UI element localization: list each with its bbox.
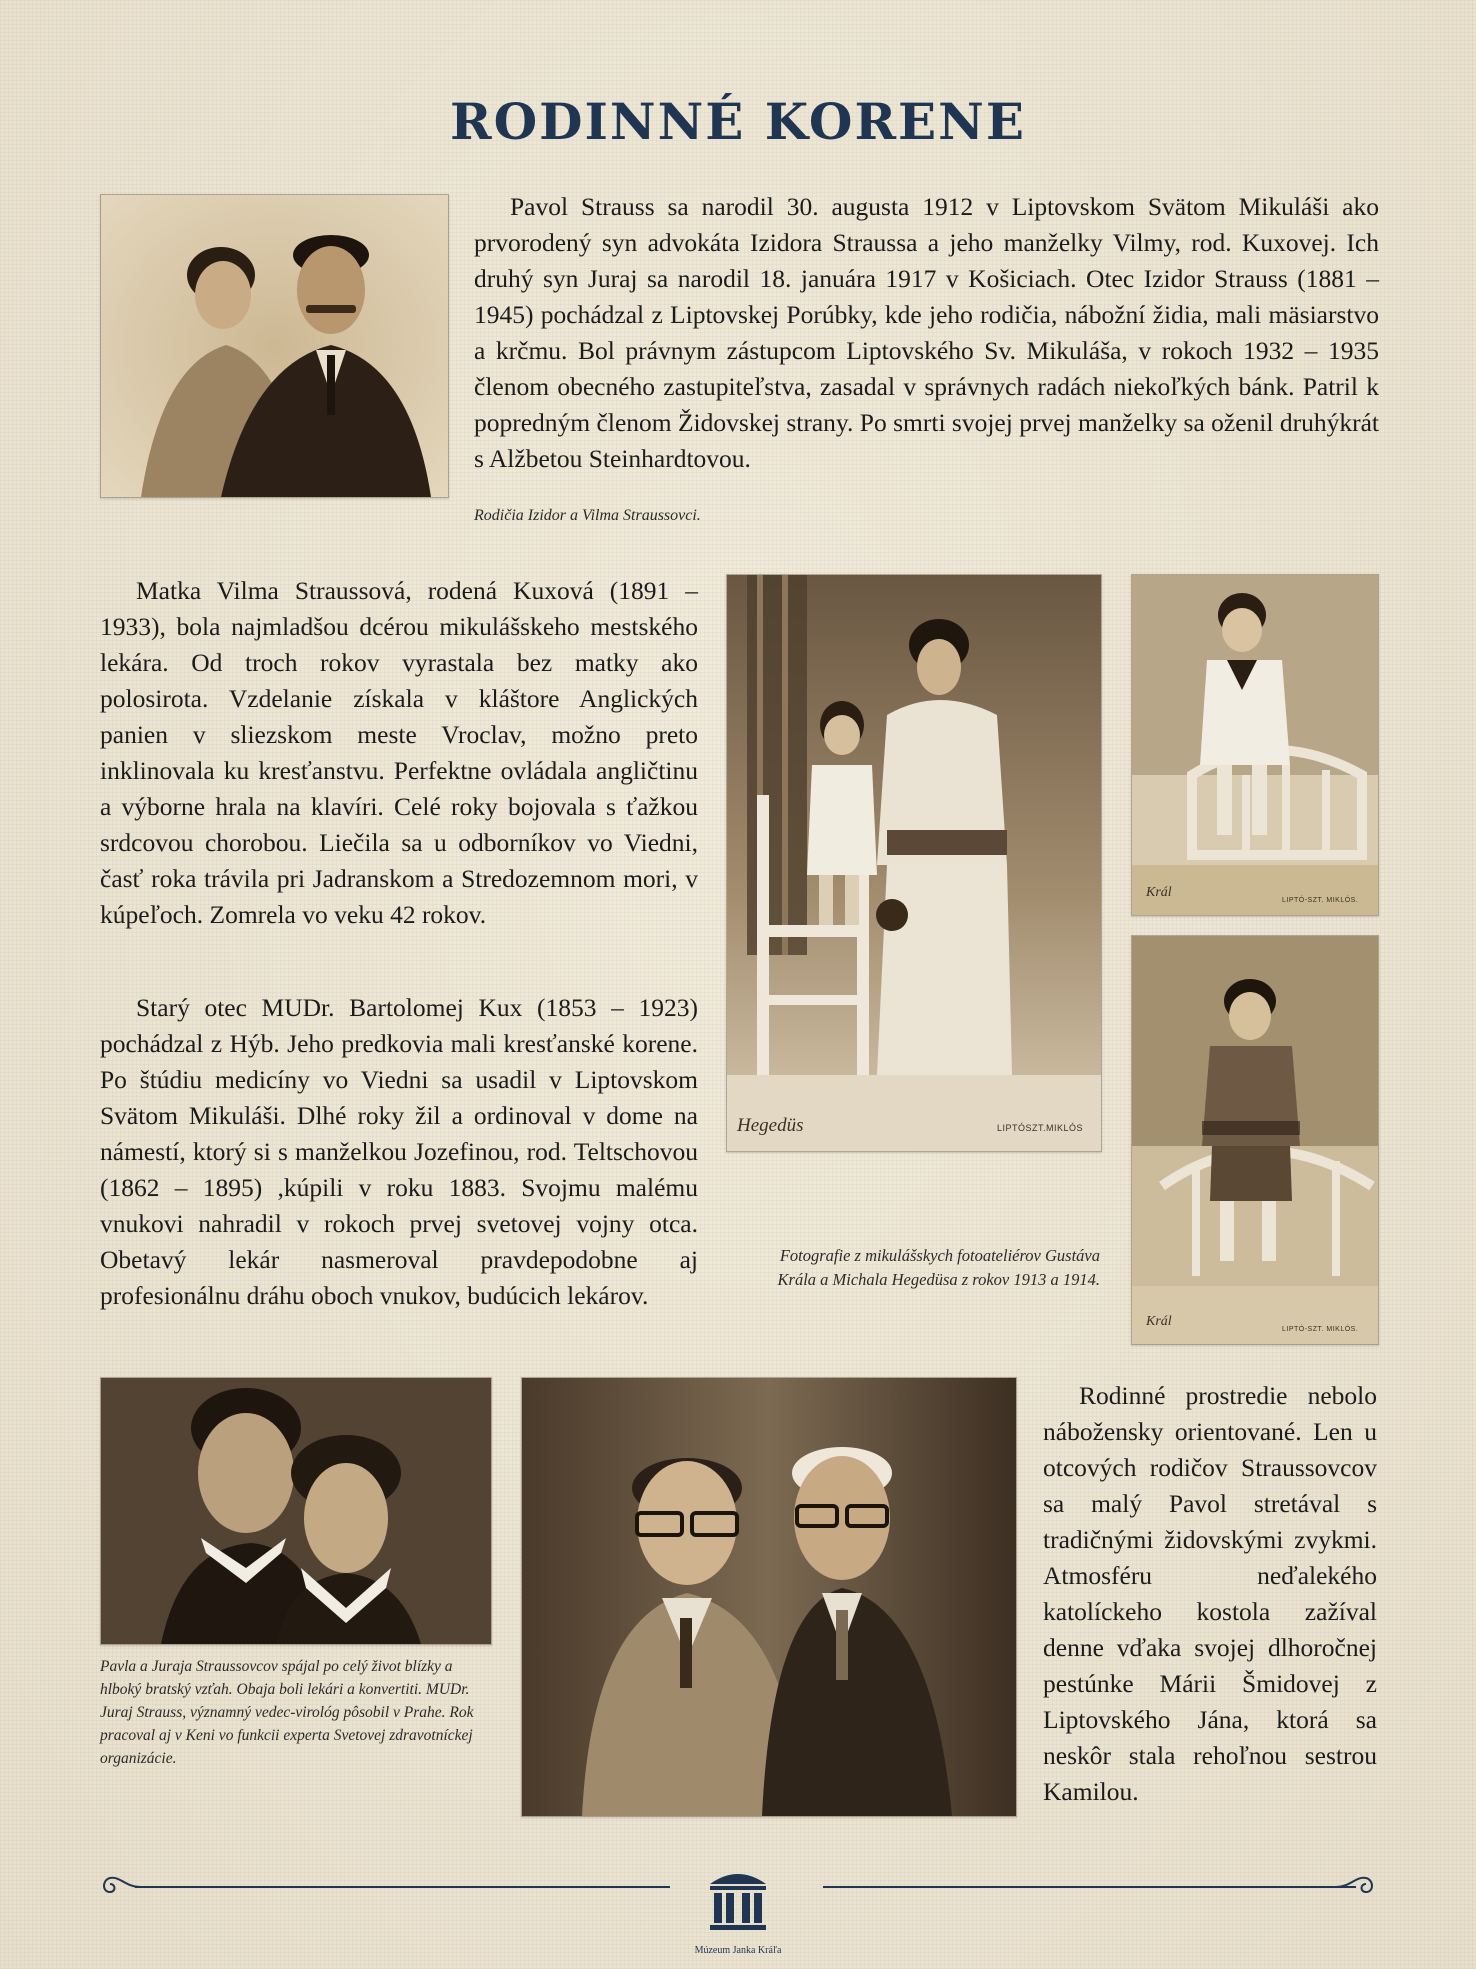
museum-name: Múzeum Janka Kráľa (694, 1945, 782, 1956)
page-title: RODINNÉ KORENE (450, 92, 1026, 151)
paragraph-family-origins: Pavol Strauss sa narodil 30. augusta 1912 v Liptovskom Svätom Mikuláši ako prvorodený syn advokáta Izidora Straussa a jeho manželky Vilmy, rod. Kuxovej. Ich druhý syn Juraj sa narodil 18. januára 1917 v Košiciach. Otec Izidor Strauss (1881 – 1945) pochádzal z Liptovskej Porúbky, kde jeho rodičia, nábožní židia, mali mäsiarstvo a krčmu. Bol právnym zástupcom Liptovského Sv. Mikuláša, v rokoch 1932 – 1935 členom obecného zastupiteľstva, zasadal v správnych radách niekoľkých bánk. Patril k popredným členom Židovskej strany. Po smrti svojej prvej manželky sa oženil druhýkrát s Alžbetou Steinhardtovou. (474, 192, 1379, 473)
left-ornament-icon (96, 1872, 142, 1900)
photo-mother-child (726, 574, 1102, 1152)
museum-building-icon (706, 1862, 770, 1936)
photo-child-sailor-suit (1131, 574, 1379, 916)
studio-stamp-kral-2: LIPTÓ-SZT. MIKLÓS. (1282, 1326, 1359, 1333)
paragraph-grandfather: Starý otec MUDr. Bartolomej Kux (1853 – 1923) pochádzal z Hýb. Jeho predkovia mali kresťanské korene. Po štúdiu medicíny vo Viedni sa usadil v Liptovskom Svätom Mikuláši. Dlhé roky žil a ordinoval v dome na námestí, ktorý si s manželkou Jozefinou, rod. Teltschovou (1862 – 1895) ,kúpili v roku 1883. Svojmu malému vnukovi nahradil v rokoch prvej svetovej vojny otca. Obetavý lekár nasmeroval pravdepodobne aj profesionálnu dráhu oboch vnukov, budúcich lekárov. (100, 993, 698, 1310)
photo-brothers-childhood (100, 1377, 492, 1645)
caption-photo-studios: Fotografie z mikulášskych fotoateliérov Gustáva Krála a Michala Hegedüsa z rokov 1913 a 1914. (777, 1246, 1100, 1289)
photo-parents (100, 194, 449, 498)
photographer-signature-kral-1: Král (1146, 885, 1172, 900)
right-ornament-icon (1334, 1872, 1380, 1900)
photographer-signature-hegedus: Hegedüs (737, 1115, 804, 1136)
paragraph-religious-environment: Rodinné prostredie nebolo nábožensky orientované. Len u otcových rodičov Straussovcov sa malý Pavol stretával s tradičnými židovskými zvykmi. Atmosféru neďalekého katolíckeho kostola zažíval denne vďaka svojej dlhoročnej pestúnke Márii Šmidovej z Liptovského Jána, ktorá sa neskôr stala rehoľnou sestrou Kamilou. (1043, 1381, 1377, 1806)
photo-child-sweater (1131, 935, 1379, 1345)
footer-divider-left (135, 1886, 670, 1888)
studio-stamp-hegedus: LIPTÓSZT.MIKLÓS (997, 1123, 1084, 1133)
studio-stamp-kral-1: LIPTÓ-SZT. MIKLÓS. (1282, 897, 1359, 904)
paragraph-mother: Matka Vilma Straussová, rodená Kuxová (1891 – 1933), bola najmladšou dcérou mikulášskeho mestského lekára. Od troch rokov vyrastala bez matky ako polosirota. Vzdelanie získala v kláštore Anglických panien v sliezskom meste Vroclav, možno preto inklinovala ku kresťanstvu. Perfektne ovládala angličtinu a výborne hrala na klavíri. Celé roky bojovala s ťažkou srdcovou chorobou. Liečila sa u odborníkov vo Viedni, časť roka trávila pri Jadranskom a Stredozemnom mori, v kúpeľoch. Zomrela vo veku 42 rokov. (100, 576, 698, 929)
photo-brothers-elderly (521, 1377, 1017, 1817)
caption-parents: Rodičia Izidor a Vilma Straussovci. (474, 507, 701, 524)
caption-brothers: Pavla a Juraja Straussovcov spájal po celý život blízky a hlboký bratský vzťah. Obaja boli lekári a konvertiti. MUDr. Juraj Strauss, významný vedec-virológ pôsobil v Prahe. Rok pracoval aj v Keni vo funkcii experta Svetovej zdravotníckej organizácie. (100, 1658, 474, 1767)
photographer-signature-kral-2: Král (1146, 1314, 1172, 1329)
footer-divider-right (823, 1886, 1356, 1888)
